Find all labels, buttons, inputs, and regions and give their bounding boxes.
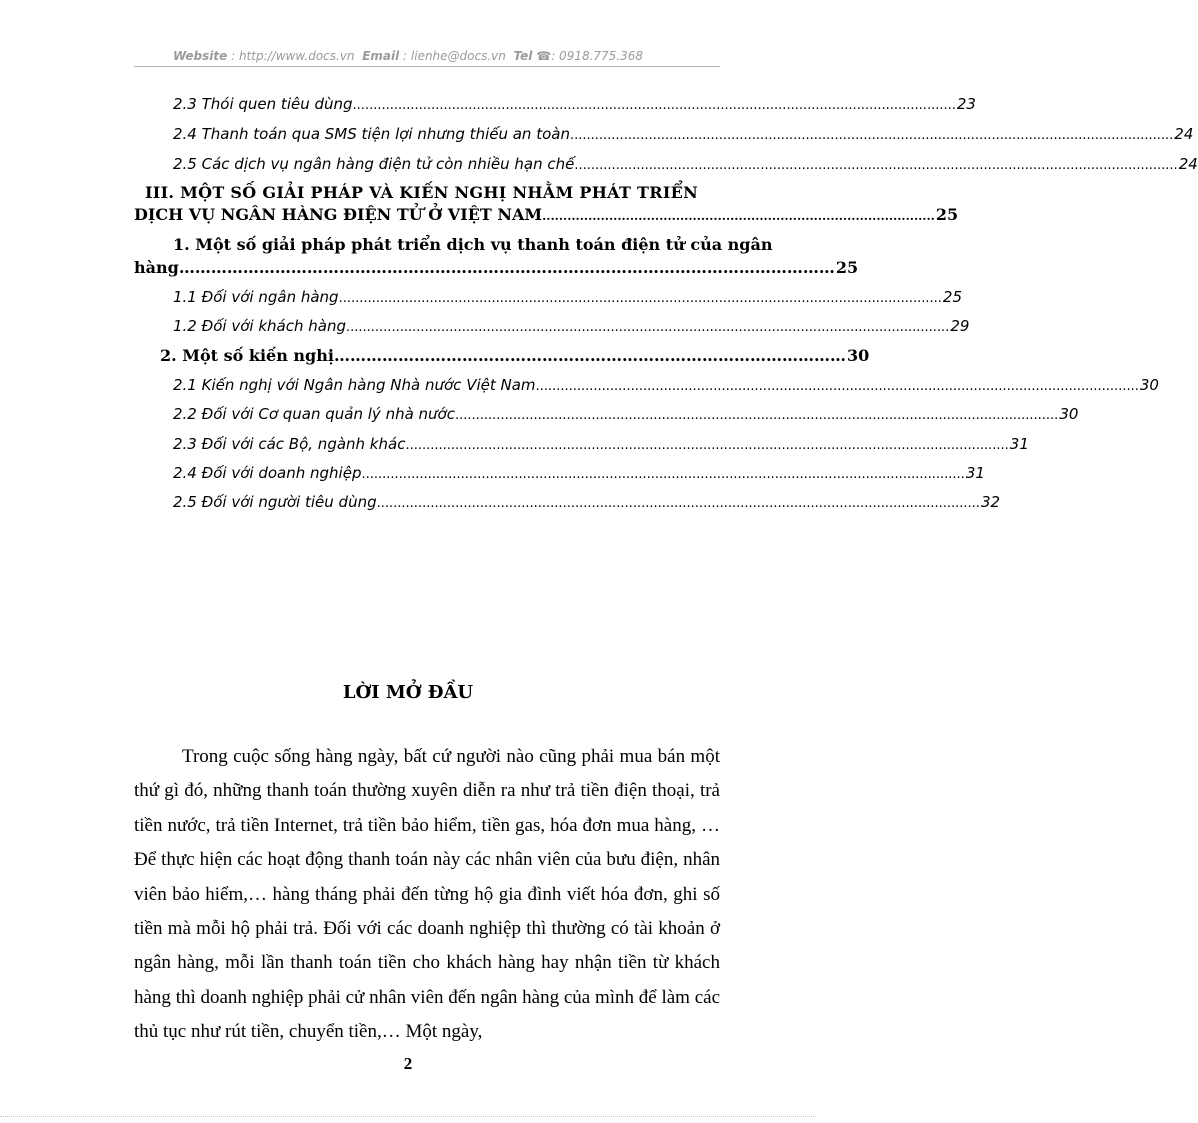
toc-item-title: 2.3 Thói quen tiêu dùng (173, 95, 353, 113)
phone-icon: ☎ (536, 49, 552, 63)
toc-leader: .................................................................................................................................................. (574, 158, 1178, 173)
toc-item-page: 30 (1139, 376, 1159, 394)
toc-leader: .................................................................................................................................................. (535, 379, 1139, 394)
toc-item-page: 29 (950, 317, 970, 335)
toc-section-3-2[interactable] (160, 346, 870, 365)
toc-item-page: 31 (965, 464, 985, 482)
toc-item-title: 2.3 Đối với các Bộ, ngành khác (173, 435, 406, 453)
toc-leader: .................................................................................................................................................. (345, 320, 950, 335)
toc-item-2-1[interactable] (173, 376, 1159, 394)
toc-leader: .................................................................................................................................................. (454, 408, 1059, 423)
email-value: : lienhe@docs.vn (403, 49, 506, 63)
toc-item-title: 2. Một số kiến nghị (160, 346, 334, 365)
page-number: 2 (403, 1054, 413, 1073)
toc-item-title: 1.2 Đối với khách hàng (173, 317, 346, 335)
intro-title: LỜI MỞ ĐẦU (342, 682, 474, 703)
toc-item-2-3b[interactable] (173, 435, 1029, 453)
toc-item-title: DỊCH VỤ NGÂN HÀNG ĐIỆN TỬ Ở VIỆT NAM (134, 205, 543, 224)
header-divider (134, 66, 720, 67)
toc-leader: .................................................................................................................................................. (361, 467, 965, 482)
toc-leader: .................................................................................................................................................. (376, 496, 980, 511)
toc-item-page: 25 (942, 288, 962, 306)
toc-item-page: 24 (1174, 125, 1194, 143)
toc-item-title: 1.1 Đối với ngân hàng (173, 288, 339, 306)
toc-item-title: hàng (134, 258, 179, 277)
toc-leader: …………………………………………………………………………………… (333, 346, 846, 365)
toc-section-3-1[interactable] (134, 258, 859, 277)
toc-item-page: 32 (980, 493, 1001, 511)
toc-item-title: 2.2 Đối với Cơ quan quản lý nhà nước (173, 405, 455, 423)
toc-item-page: 30 (1059, 405, 1079, 423)
intro-paragraph: Trong cuộc sống hàng ngày, bất cứ người nào cũng phải mua bán một thứ gì đó, những thanh toán thường xuyên diễn ra như trả tiền điện thoại, trả tiền nước, trả tiền Internet, trả tiền bảo hiểm, tiền gas, hóa đơn mua hàng, … Để thực hiện các hoạt động thanh toán này các nhân viên của bưu điện, nhân viên bảo hiểm,… hàng tháng phải đến từng hộ gia đình viết hóa đơn, ghi số tiền mà mỗi hộ phải trả. Đối với các doanh nghiệp thì thường có tài khoản ở ngân hàng, mỗi lần thanh toán tiền cho khách hàng hay nhận tiền từ khách hàng thì doanh nghiệp phải cử nhân viên đến ngân hàng của mình để làm các thủ tục như rút tiền, chuyển tiền,… Một ngày, (134, 746, 720, 1043)
toc-item-title: 2.5 Đối với người tiêu dùng (173, 493, 377, 511)
toc-item-page: 25 (935, 205, 959, 224)
footer-divider (0, 1116, 816, 1117)
toc-leader: .................................................................................................................................................. (352, 98, 956, 113)
toc-item-2-4b[interactable] (173, 464, 985, 482)
toc-section-3-line1[interactable]: III. MỘT SỐ GIẢI PHÁP VÀ KIẾN NGHỊ NHẰM PHÁT TRIỂN (145, 183, 699, 202)
email-label: Email (362, 49, 400, 63)
tel-label: Tel (513, 49, 533, 63)
toc-leader: …………………………………………………………………………………………………………… (178, 258, 835, 277)
toc-leader: .............................................................................................. (542, 209, 935, 223)
toc-item-2-5b[interactable] (173, 493, 1001, 511)
toc-item-title: 2.4 Thanh toán qua SMS tiện lợi nhưng thiếu an toàn (173, 125, 570, 143)
website-value: : http://www.docs.vn (231, 49, 355, 63)
toc-section-3-1-line1[interactable]: 1. Một số giải pháp phát triển dịch vụ thanh toán điện tử của ngân (173, 235, 773, 254)
toc-item-title: 2.1 Kiến nghị với Ngân hàng Nhà nước Việt Nam (173, 376, 536, 394)
toc-item-2-4[interactable] (173, 125, 1194, 143)
toc-item-2-3[interactable] (173, 95, 976, 113)
page-header (0, 49, 816, 63)
toc-section-3[interactable] (134, 205, 959, 224)
toc-item-2-5[interactable] (173, 155, 1198, 173)
toc-item-page: 25 (835, 258, 859, 277)
toc-leader: .................................................................................................................................................. (338, 291, 942, 306)
tel-value: : 0918.775.368 (551, 49, 644, 63)
toc-item-page: 23 (956, 95, 976, 113)
toc-item-1-1[interactable] (173, 288, 962, 306)
toc-item-title: 2.5 Các dịch vụ ngân hàng điện tử còn nhiều hạn chế (173, 155, 575, 173)
website-label: Website (172, 49, 228, 63)
toc-item-page: 24 (1178, 155, 1198, 173)
toc-leader: .................................................................................................................................................. (569, 128, 1174, 143)
toc-item-1-2[interactable] (173, 317, 970, 335)
toc-leader: .................................................................................................................................................. (405, 438, 1009, 453)
toc-item-page: 31 (1009, 435, 1029, 453)
toc-item-title: 2.4 Đối với doanh nghiệp (173, 464, 362, 482)
toc-item-2-2[interactable] (173, 405, 1079, 423)
toc-item-page: 30 (846, 346, 870, 365)
